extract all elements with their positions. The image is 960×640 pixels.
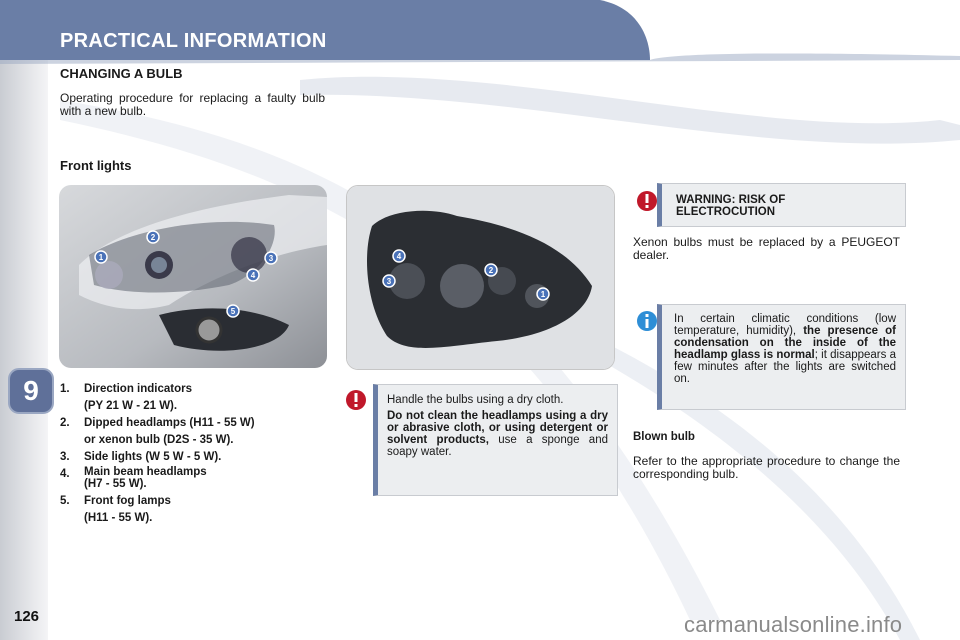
list-item: 5. Front fog lamps (H11 - 55 W). (60, 495, 171, 524)
page-number: 126 (14, 608, 40, 625)
list-item: 2. Dipped headlamps (H11 - 55 W) or xenon bulb (D2S - 35 W). (60, 417, 255, 446)
chapter-number: 9 (23, 375, 39, 406)
info-text: In certain climatic conditions (low temperature, humidity), (674, 313, 896, 337)
callout-2: 2 (150, 233, 156, 242)
note-text: use a sponge and soapy water. (387, 434, 608, 458)
handle-bulbs-note (373, 384, 618, 496)
front-lights-title: Front lights (60, 158, 132, 173)
headlamp-photo (59, 185, 327, 368)
callout-4: 4 (396, 252, 402, 261)
page-title: PRACTICAL INFORMATION (60, 30, 327, 52)
warning-title: WARNING: RISK OF ELECTROCUTION (676, 194, 786, 218)
callout-1: 1 (98, 253, 104, 262)
warning-box (657, 183, 906, 227)
callout-3: 3 (386, 277, 392, 286)
callout-2: 2 (488, 266, 494, 275)
list-item: 1. Direction indicators (PY 21 W - 21 W). (60, 383, 192, 412)
callout-1: 1 (540, 290, 546, 299)
info-bold-text: the presence of condensation on the inside of the headlamp glass is normal (674, 325, 896, 361)
headlamp-unit-photo (346, 185, 615, 370)
list-item: 4. Main beam headlamps (H7 - 55 W). (60, 466, 207, 490)
callout-3: 3 (268, 254, 274, 263)
note-text: Handle the bulbs using a dry cloth. (387, 394, 564, 406)
xenon-text: Xenon bulbs must be replaced by a PEUGEOT dealer. (633, 235, 900, 262)
warning-icon (343, 387, 369, 413)
callout-4: 4 (250, 271, 256, 280)
info-text: ; it disappears a few minutes after the lights are switched on. (674, 349, 897, 385)
callout-5: 5 (230, 307, 236, 316)
info-box (657, 304, 906, 410)
bulb-list (60, 381, 330, 527)
blown-bulb-text: Refer to the appropriate procedure to change the corresponding bulb. (633, 454, 900, 481)
intro-text: Operating procedure for replacing a faulty bulb with a new bulb. (60, 91, 325, 118)
blown-bulb-title: Blown bulb (633, 431, 695, 443)
note-bold-text: Do not clean the headlamps using a dry or abrasive cloth, or using detergent or solvent products, (387, 410, 608, 446)
watermark: carmanualsonline.info (684, 612, 903, 637)
section-title: CHANGING A BULB (60, 66, 183, 81)
list-item: 3. Side lights (W 5 W - 5 W). (60, 451, 222, 463)
